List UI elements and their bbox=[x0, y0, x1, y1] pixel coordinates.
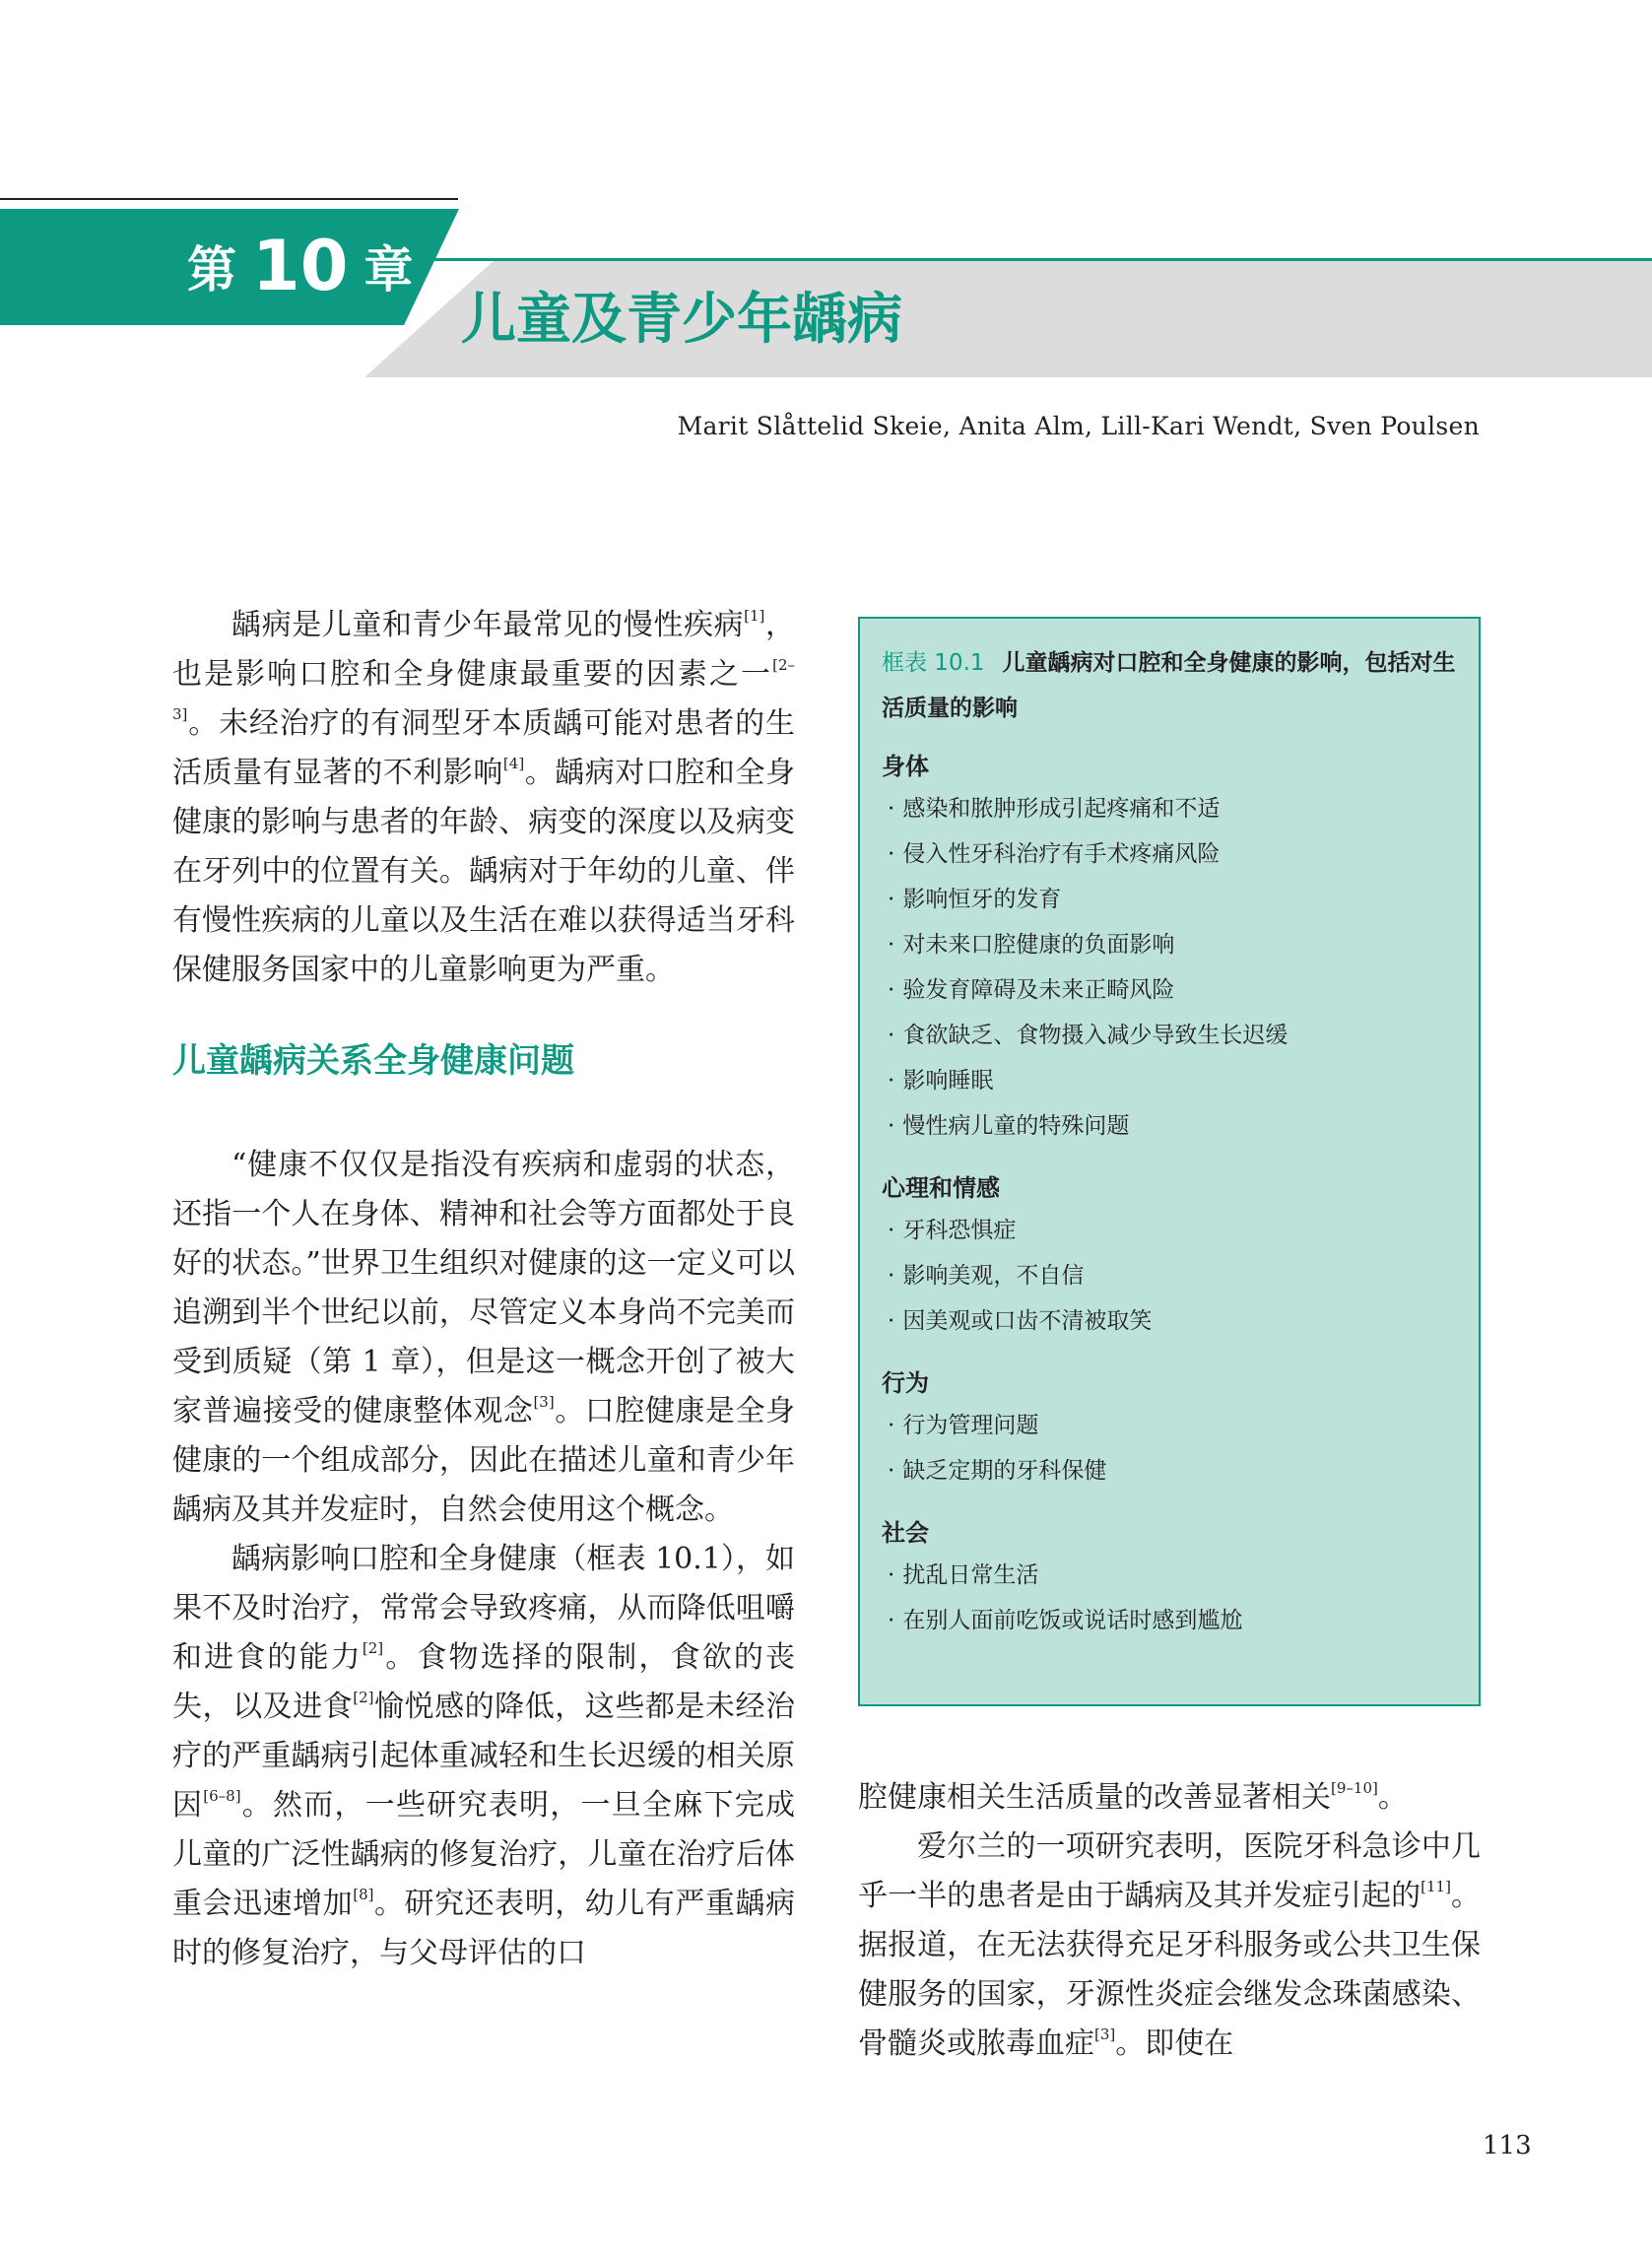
box-list-item bbox=[882, 1253, 1457, 1298]
title-accent-line bbox=[414, 258, 1652, 261]
box-list-item-text: 缺乏定期的牙科保健 bbox=[902, 1458, 1107, 1484]
box-section bbox=[882, 1168, 1457, 1344]
bullet-icon: · bbox=[888, 841, 895, 867]
box-list-item-text: 影响睡眠 bbox=[902, 1068, 994, 1094]
section-heading: 儿童龋病关系全身健康问题 bbox=[172, 1041, 574, 1081]
intro-text-2: ，也是影响口腔和全身健康最重要的因素之一 bbox=[172, 608, 796, 692]
box-list-item bbox=[882, 1058, 1457, 1103]
authors: Marit Slåttelid Skeie, Anita Alm, Lill-Kari Wendt, Sven Poulsen bbox=[677, 412, 1480, 440]
para2-cont-text-2: 。 bbox=[1377, 1780, 1408, 1815]
box-list-item bbox=[882, 1298, 1457, 1344]
box-section-heading: 心理和情感 bbox=[882, 1174, 1000, 1202]
box-list-item bbox=[882, 877, 1457, 922]
citation: [4] bbox=[502, 755, 525, 772]
box-list-item bbox=[882, 1103, 1457, 1149]
citation: [6–8] bbox=[203, 1787, 241, 1805]
intro-paragraph bbox=[172, 601, 795, 995]
bullet-icon: · bbox=[888, 1218, 895, 1243]
box-list-item-text: 在别人面前吃饭或说话时感到尴尬 bbox=[902, 1608, 1243, 1633]
bullet-icon: · bbox=[888, 1263, 895, 1289]
intro-text-1: 龋病是儿童和青少年最常见的慢性疾病 bbox=[231, 608, 745, 642]
intro-text-4: 。龋病对口腔和全身健康的影响与患者的年龄、病变的深度以及病变在牙列中的位置有关。龋病对于年幼的儿童、伴有慢性疾病的儿童以及生活在难以获得适当牙科保健服务国家中的儿童影响更为严重。 bbox=[172, 756, 796, 987]
chapter-number: 10 bbox=[252, 226, 349, 306]
bullet-icon: · bbox=[888, 887, 895, 912]
bullet-icon: · bbox=[888, 1113, 895, 1139]
box-list-item bbox=[882, 967, 1457, 1013]
bullet-icon: · bbox=[888, 932, 895, 958]
bullet-icon: · bbox=[888, 1068, 895, 1094]
citation: [1] bbox=[744, 607, 765, 625]
box-list-item bbox=[882, 786, 1457, 831]
box-list-item-text: 侵入性牙科治疗有手术疼痛风险 bbox=[902, 841, 1221, 867]
box-list-item-text: 因美观或口齿不清被取笑 bbox=[902, 1308, 1153, 1334]
intro-text-3: 。未经治疗的有洞型牙本质龋可能对患者的生活质量有显著的不利影响 bbox=[172, 706, 795, 790]
box-list-item-text: 牙科恐惧症 bbox=[902, 1218, 1017, 1243]
page-number: 113 bbox=[1483, 2131, 1532, 2160]
box-section-heading: 行为 bbox=[882, 1369, 929, 1397]
box-list-item-text: 行为管理问题 bbox=[902, 1413, 1039, 1438]
box-number: 框表 10.1 bbox=[882, 650, 985, 676]
chapter-title: 儿童及青少年龋病 bbox=[461, 288, 902, 352]
bullet-icon: · bbox=[888, 977, 895, 1003]
body-paragraph-2-continued bbox=[858, 1773, 1481, 1823]
citation: [2–3] bbox=[172, 656, 795, 723]
citation: [2] bbox=[353, 1689, 374, 1706]
box-section bbox=[882, 1363, 1457, 1494]
citation: [11] bbox=[1421, 1878, 1451, 1895]
body-paragraph-3 bbox=[858, 1823, 1481, 2069]
citation: [3] bbox=[1094, 2025, 1116, 2043]
para2-text-4: 。然而，一些研究表明，一旦全麻下完成儿童的广泛性龋病的修复治疗，儿童在治疗后体重会迅速增加 bbox=[172, 1788, 796, 1921]
citation: [8] bbox=[353, 1886, 374, 1903]
para2-text-3: 愉悦感的降低，这些都是未经治疗的严重龋病引起体重减轻和生长迟缓的相关原因 bbox=[172, 1690, 796, 1823]
citation: [2] bbox=[362, 1639, 384, 1657]
bullet-icon: · bbox=[888, 1458, 895, 1484]
bullet-icon: · bbox=[888, 1413, 895, 1438]
para3-text-2: 。据报道，在无法获得充足牙科服务或公共卫生保健服务的国家，牙源性炎症会继发念珠菌感染、骨髓炎或脓毒血症 bbox=[858, 1879, 1482, 2061]
box-section bbox=[882, 747, 1457, 1149]
body-paragraph-2 bbox=[172, 1535, 795, 1978]
box-list-item bbox=[882, 1598, 1457, 1643]
citation: [3] bbox=[533, 1393, 555, 1411]
chapter-prefix: 第 bbox=[187, 241, 236, 299]
box-list-item-text: 影响恒牙的发育 bbox=[902, 887, 1062, 912]
box-list-item bbox=[882, 831, 1457, 877]
box-list-item bbox=[882, 1208, 1457, 1253]
para3-text-3: 。即使在 bbox=[1115, 2026, 1234, 2061]
box-list-item bbox=[882, 1448, 1457, 1494]
box-section bbox=[882, 1513, 1457, 1643]
chapter-suffix: 章 bbox=[363, 241, 414, 299]
bullet-icon: · bbox=[888, 1308, 895, 1334]
info-box bbox=[858, 617, 1481, 1706]
box-list-item-text: 慢性病儿童的特殊问题 bbox=[902, 1113, 1130, 1139]
para2-text-1: 龋病影响口腔和全身健康（框表 10.1），如果不及时治疗，常常会导致疼痛，从而降低咀嚼和进食的能力 bbox=[172, 1542, 795, 1675]
box-sections bbox=[882, 747, 1457, 1643]
box-list-item bbox=[882, 1553, 1457, 1598]
para2-text-5: 。研究还表明，幼儿有严重龋病时的修复治疗，与父母评估的口 bbox=[172, 1887, 796, 1970]
box-section-heading: 身体 bbox=[882, 753, 929, 780]
box-list-item bbox=[882, 1403, 1457, 1448]
box-section-heading: 社会 bbox=[882, 1519, 929, 1547]
para1-text-2: 。口腔健康是全身健康的一个组成部分，因此在描述儿童和青少年龋病及其并发症时，自然会使用这个概念。 bbox=[172, 1394, 796, 1527]
box-list-item-text: 食欲缺乏、食物摄入减少导致生长迟缓 bbox=[902, 1023, 1289, 1048]
box-list-item-text: 对未来口腔健康的负面影响 bbox=[902, 932, 1175, 958]
box-title-text: 儿童龋病对口腔和全身健康的影响，包括对生活质量的影响 bbox=[882, 650, 1456, 721]
left-column bbox=[172, 601, 795, 1978]
top-rule bbox=[0, 198, 458, 200]
para2-text-2: 。食物选择的限制，食欲的丧失，以及进食 bbox=[172, 1640, 796, 1724]
para1-text-1: “健康不仅仅是指没有疾病和虚弱的状态，还指一个人在身体、精神和社会等方面都处于良好的状态。”世界卫生组织对健康的这一定义可以追溯到半个世纪以前，尽管定义本身尚不完美而受到质疑（第 1 章），但是这一概念开创了被大家普遍接受的健康整体观念 bbox=[172, 1148, 795, 1428]
box-list-item-text: 验发育障碍及未来正畸风险 bbox=[902, 977, 1175, 1003]
bullet-icon: · bbox=[888, 1608, 895, 1633]
para3-text-1: 爱尔兰的一项研究表明，医院牙科急诊中几乎一半的患者是由于龋病及其并发症引起的 bbox=[858, 1829, 1481, 1913]
bullet-icon: · bbox=[888, 1562, 895, 1588]
box-list-item-text: 影响美观，不自信 bbox=[902, 1263, 1085, 1289]
box-list-item bbox=[882, 922, 1457, 967]
bullet-icon: · bbox=[888, 796, 895, 822]
box-list-item-text: 扰乱日常生活 bbox=[902, 1562, 1039, 1588]
citation: [9–10] bbox=[1331, 1779, 1378, 1797]
box-title bbox=[882, 640, 1457, 731]
body-paragraph-1 bbox=[172, 1141, 795, 1535]
para2-cont-text-1: 腔健康相关生活质量的改善显著相关 bbox=[858, 1780, 1331, 1815]
chapter-label bbox=[187, 217, 413, 315]
box-list-item bbox=[882, 1013, 1457, 1058]
box-list-item-text: 感染和脓肿形成引起疼痛和不适 bbox=[902, 796, 1221, 822]
right-column-text bbox=[858, 1773, 1481, 2069]
bullet-icon: · bbox=[888, 1023, 895, 1048]
